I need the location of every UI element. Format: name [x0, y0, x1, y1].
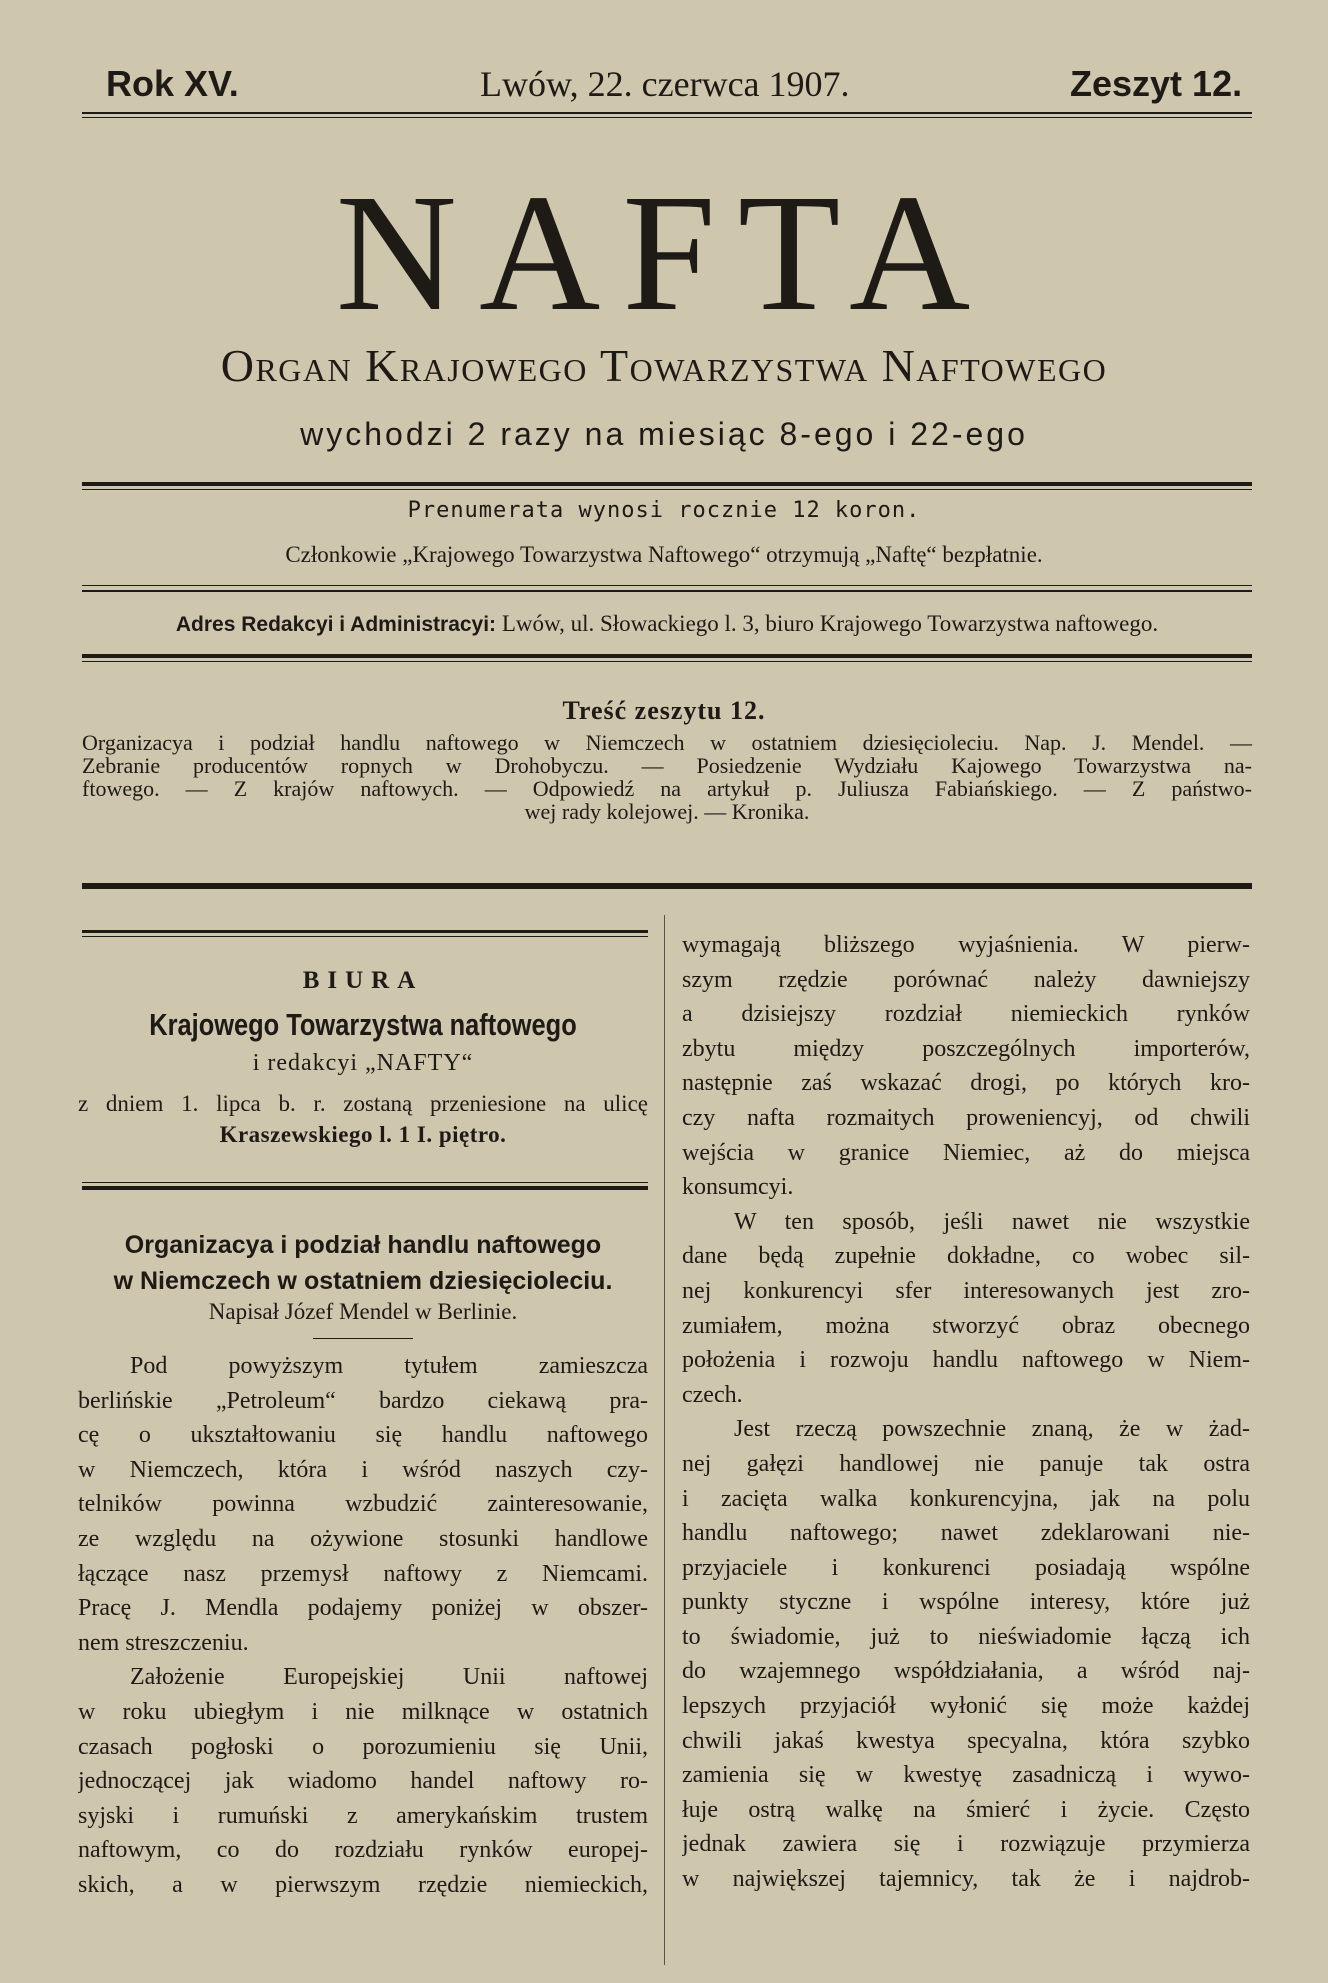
text-line: ze względu na ożywione stosunki handlowe	[78, 1525, 648, 1552]
text-line: wymagają bliższego wyjaśnienia. W pierw-	[682, 932, 1250, 958]
text-line: handlu naftowego; nawet zdeklarowani nie-	[682, 1520, 1250, 1547]
contents-title: Treść zeszytu 12.	[562, 696, 766, 725]
text-line: to świadomie, już to nieświadomie łączą ich	[682, 1623, 1250, 1650]
text-line: Pod powyższym tytułem zamieszcza	[130, 1353, 648, 1379]
notice-subheading: i redakcyi „NAFTY“	[252, 1050, 474, 1076]
issue-number: Zeszyt 12.	[1070, 63, 1243, 104]
text-line: skich, a w pierwszym rzędzie niemieckich,	[78, 1871, 648, 1898]
text-line: czy nafta rozmaitych proweniencyj, od chwili	[682, 1104, 1250, 1131]
text-line: nej gałęzi handlowej nie panuje tak ostra	[682, 1450, 1250, 1477]
notice-rule-top	[82, 930, 648, 933]
notice-organization: Krajowego Towarzystwa naftowego	[149, 1007, 577, 1042]
masthead-rule	[82, 482, 1252, 486]
contents-line: wej rady kolejowej. — Kronika.	[524, 799, 810, 824]
text-line: a dzisiejszy rozdział niemieckich rynków	[682, 1001, 1250, 1028]
text-line: w roku ubiegłym i nie milknące w ostatnich	[78, 1698, 648, 1725]
article-left-column	[78, 1349, 648, 1903]
header-rule	[82, 112, 1252, 114]
contents-line: ftowego. — Z krajów naftowych. — Odpowiedź na artykuł p. Juliusza Fabiańskiego. — Z państwo-	[82, 776, 1252, 801]
text-line: punkty styczne i wspólne interesy, które już	[682, 1589, 1250, 1616]
address-rule-thin	[82, 661, 1252, 662]
notice-rule-bottom-thin	[82, 1182, 648, 1183]
notice-heading: BIURA	[302, 967, 424, 994]
address-label: Adres Redakcyi i Administracyi:	[175, 613, 497, 636]
text-line: wejścia w granice Niemiec, aż do miejsca	[682, 1139, 1250, 1166]
text-line: zamienia się w kwestyę zasadniczą i wywo-	[682, 1762, 1250, 1789]
article-right-column	[682, 928, 1250, 1897]
text-line: cę o ukształtowaniu się handlu naftowego	[78, 1422, 648, 1449]
masthead-rule-thin	[82, 489, 1252, 490]
text-line: konsumcyi.	[682, 1174, 794, 1201]
contents-line: Zebranie producentów ropnych w Drohobyczu. — Posiedzenie Wydziału Kajowego Towarzystwa na-	[82, 753, 1252, 778]
text-line: przyjaciele i konkurenci posiadają wspólne	[682, 1554, 1250, 1581]
text-line: zumiałem, można stworzyć obraz obecnego	[682, 1312, 1250, 1339]
text-line: w największej tajemnicy, tak że i najdrob-	[682, 1866, 1250, 1893]
text-line: chwili jakaś kwestya specyalna, która szybko	[682, 1727, 1250, 1754]
text-line: czech.	[682, 1381, 743, 1408]
volume-label: Rok XV.	[106, 63, 239, 104]
masthead-title: NAFTA	[335, 160, 993, 346]
notice-rule-top-thin	[82, 936, 648, 937]
text-line: jednak zawiera się i rozwiązuje przymierza	[682, 1831, 1250, 1858]
address-line	[82, 609, 1252, 640]
contents-rule	[82, 883, 1252, 889]
text-line: zbytu między poszczególnych importerów,	[682, 1035, 1250, 1062]
text-line: czasach pogłoski o porozumieniu się Unii,	[78, 1733, 648, 1760]
masthead-frequency: wychodzi 2 razy na miesiąc 8-ego i 22-ego	[300, 416, 1028, 452]
text-line: i zacięta walka konkurencyjna, jak na polu	[682, 1485, 1250, 1512]
text-line: nem streszczeniu.	[78, 1629, 249, 1656]
article-title-line2: w Niemczech w ostatniem dziesięcioleciu.	[113, 1267, 613, 1295]
notice-rule-bottom	[82, 1186, 648, 1190]
text-line: Pracę J. Mendla podajemy poniżej w obszer-	[78, 1595, 648, 1622]
header-rule-thin	[82, 117, 1252, 118]
column-divider	[664, 915, 665, 1965]
notice-text: z dniem 1. lipca b. r. zostaną przeniesione na ulicę	[78, 1091, 648, 1116]
text-line: naftowym, co do rozdziału rynków europej-	[78, 1837, 648, 1864]
text-line: syjski i rumuński z amerykańskim trustem	[78, 1802, 648, 1829]
article-byline: Napisał Józef Mendel w Berlinie.	[208, 1299, 518, 1324]
issue-date: Lwów, 22. czerwca 1907.	[480, 64, 850, 104]
subscription-rule	[82, 585, 1252, 586]
text-line: Założenie Europejskiej Unii naftowej	[130, 1664, 648, 1691]
text-line: nej konkurencyi sfer interesowanych jest zro-	[682, 1277, 1250, 1304]
masthead-organ: Organ Krajowego Towarzystwa Naftowego	[220, 340, 1108, 391]
text-line: szym rzędzie porównać należy dawniejszy	[682, 966, 1250, 993]
subscription-rule-thick	[82, 590, 1252, 592]
address-text: Lwów, ul. Słowackiego l. 3, biuro Krajowego Towarzystwa naftowego.	[501, 611, 1159, 636]
subscription-price: Prenumerata wynosi rocznie 12 koron.	[407, 498, 921, 523]
text-line: łuje ostrą walkę na śmierć i życie. Często	[682, 1796, 1250, 1823]
text-line: jednoczącej jak wiadomo handel naftowy ro-	[78, 1768, 648, 1795]
text-line: dane będą zupełnie dokładne, co wobec sil-	[682, 1243, 1250, 1270]
text-line: w Niemczech, która i wśród naszych czy-	[78, 1456, 648, 1483]
text-line: następnie zaś wskazać drogi, po których kro-	[682, 1070, 1250, 1097]
address-rule	[82, 654, 1252, 658]
subscription-members: Członkowie „Krajowego Towarzystwa Naftowego“ otrzymują „Naftę“ bezpłatnie.	[285, 542, 1043, 567]
text-line: berlińskie „Petroleum“ bardzo ciekawą pra-	[78, 1387, 648, 1414]
text-line: W ten sposób, jeśli nawet nie wszystkie	[734, 1208, 1250, 1235]
text-line: położenia i rozwoju handlu naftowego w Niem-	[682, 1347, 1250, 1374]
article-title: Organizacya i podział handlu naftowego	[124, 1231, 602, 1259]
text-line: łączące nasz przemysł naftowy z Niemcami.	[78, 1560, 648, 1587]
contents-line: Organizacya i podział handlu naftowego w Niemczech w ostatniem dziesięcioleciu. Nap. J. Mendel. —	[82, 730, 1252, 755]
text-line: lepszych przyjaciół wyłonić się może każdej	[682, 1693, 1250, 1720]
text-line: telników powinna wzbudzić zainteresowanie,	[78, 1491, 648, 1518]
byline-separator	[313, 1338, 413, 1339]
notice-address: Kraszewskiego l. 1 I. piętro.	[219, 1122, 507, 1147]
text-line: do wzajemnego współdziałania, a wśród naj-	[682, 1658, 1250, 1685]
text-line: Jest rzeczą powszechnie znaną, że w żad-	[734, 1416, 1250, 1443]
